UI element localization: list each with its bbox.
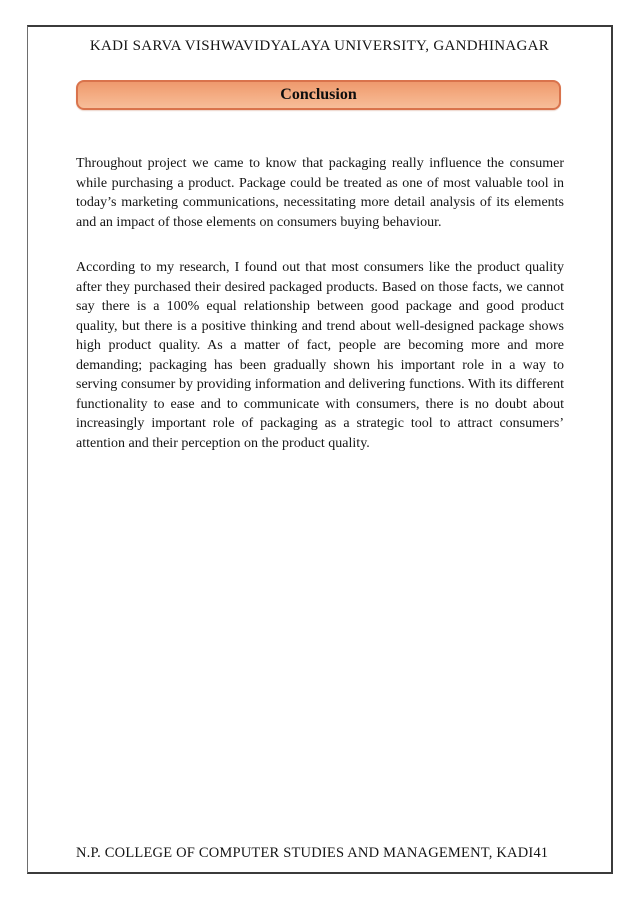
section-title: Conclusion	[280, 86, 357, 103]
page-footer	[76, 845, 566, 862]
paragraph-2: According to my research, I found out that most consumers like the product quality after they purchased their desired packaged products. Based on those facts, we cannot say there is a 100% equal relationship between good package and good product quality, but there is a positive thinking and trend about well-designed package shows high product quality. As a matter of fact, people are becoming more and more demanding; packaging has been gradually shown his important role in a way to serving consumer by providing information and delivering functions. With its different functionality to ease and to communicate with consumers, there is no doubt about increasingly important role of packaging as a strategic tool to attract consumers’ attention and their perception on the product quality.	[76, 260, 564, 451]
section-title-banner	[76, 80, 561, 110]
footer-college-name: N.P. COLLEGE OF COMPUTER STUDIES AND MANAGEMENT, KADI	[76, 845, 534, 861]
page-frame	[27, 25, 613, 874]
page-number: 41	[533, 845, 548, 861]
paragraph-1: Throughout project we came to know that packaging really influence the consumer while purchasing a product. Package could be treated as one of most valuable tool in today’s marketing communications, necessitating more detail analysis of its elements and an impact of those elements on consumers buying behaviour.	[76, 156, 564, 230]
page-header: KADI SARVA VISHWAVIDYALAYA UNIVERSITY, GANDHINAGAR	[89, 38, 550, 54]
body-text	[76, 154, 564, 453]
